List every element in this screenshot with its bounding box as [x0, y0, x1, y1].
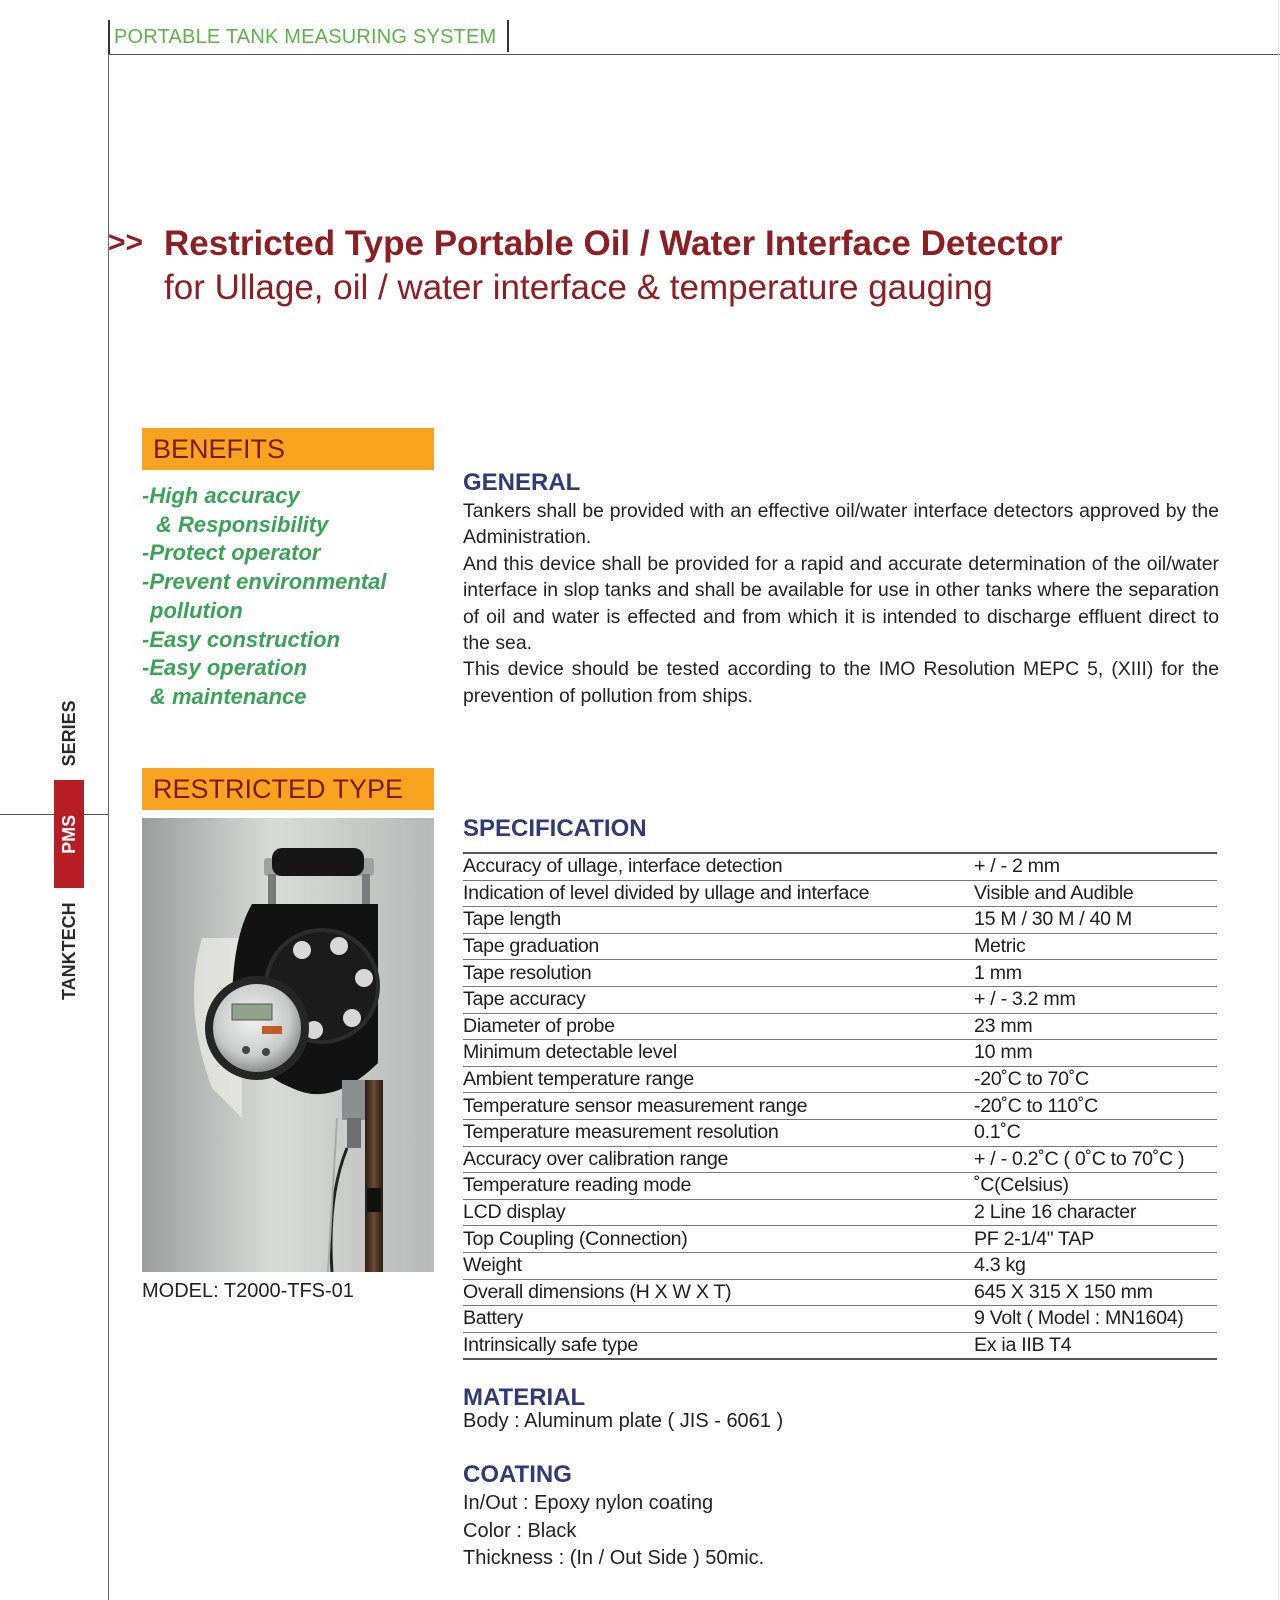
- benefit-item: -Easy construction: [142, 626, 341, 652]
- table-row: [463, 1013, 1217, 1040]
- spec-key: Overall dimensions (H X W X T): [463, 1279, 974, 1306]
- coating-line: Color : Black: [463, 1519, 577, 1542]
- general-text: [463, 498, 1219, 709]
- table-row: [463, 933, 1217, 960]
- spec-value: -20˚C to 110˚C: [974, 1093, 1217, 1120]
- general-paragraph: And this device shall be provided for a rapid and accurate determination of the oil/water interface in slop tanks and shall be available for use in other tanks where the separation of oil and water is effected and from which it is intended to discharge effluent direct to the sea.: [463, 552, 1219, 655]
- benefit-item: -Prevent environmental: [142, 569, 387, 595]
- spec-key: Tape resolution: [463, 960, 974, 987]
- specification-table: [463, 852, 1217, 1360]
- benefit-item: pollution: [150, 597, 243, 623]
- spec-key: Diameter of probe: [463, 1013, 974, 1040]
- spec-key: LCD display: [463, 1199, 974, 1226]
- benefit-item: & Responsibility: [156, 511, 329, 537]
- side-brand: TANKTECH: [58, 902, 79, 1000]
- table-row: [463, 1226, 1217, 1253]
- spec-value: 10 mm: [974, 1040, 1217, 1067]
- spec-value: -20˚C to 70˚C: [974, 1066, 1217, 1093]
- benefit-item: -Easy operation: [142, 655, 308, 681]
- header-rule: [108, 54, 1280, 55]
- spec-key: Tape length: [463, 907, 974, 934]
- table-row: [463, 1119, 1217, 1146]
- spec-key: Ambient temperature range: [463, 1066, 974, 1093]
- spec-value: PF 2-1/4" TAP: [974, 1226, 1217, 1253]
- spec-key: Battery: [463, 1306, 974, 1333]
- table-row: [463, 960, 1217, 987]
- spec-key: Accuracy over calibration range: [463, 1146, 974, 1173]
- spec-key: Tape accuracy: [463, 986, 974, 1013]
- material-body: Body : Aluminum plate ( JIS - 6061 ): [463, 1410, 784, 1432]
- spec-value: + / - 0.2˚C ( 0˚C to 70˚C ): [974, 1146, 1217, 1173]
- spec-key: Temperature sensor measurement range: [463, 1093, 974, 1120]
- page-subtitle: for Ullage, oil / water interface & temperature gauging: [164, 268, 993, 307]
- benefit-item: & maintenance: [150, 683, 307, 709]
- coating-line: In/Out : Epoxy nylon coating: [463, 1492, 714, 1514]
- table-row: [463, 907, 1217, 934]
- spec-value: Visible and Audible: [974, 880, 1217, 907]
- spec-value: 9 Volt ( Model : MN1604): [974, 1306, 1217, 1333]
- coating-heading: COATING: [463, 1461, 572, 1488]
- header-divider-right: [507, 20, 509, 52]
- table-row: [463, 986, 1217, 1013]
- general-heading: GENERAL: [463, 469, 581, 496]
- table-row: [463, 1093, 1217, 1120]
- model-label: MODEL: T2000-TFS-01: [142, 1280, 354, 1302]
- general-paragraph: Tankers shall be provided with an effective oil/water interface detectors approved by the Administration.: [463, 500, 1219, 549]
- spec-value: 645 X 315 X 150 mm: [974, 1279, 1217, 1306]
- spec-value: ˚C(Celsius): [974, 1173, 1217, 1200]
- material-heading: MATERIAL: [463, 1384, 586, 1411]
- spec-value: + / - 3.2 mm: [974, 986, 1217, 1013]
- spec-key: Temperature reading mode: [463, 1173, 974, 1200]
- table-row: [463, 1199, 1217, 1226]
- side-series-word: SERIES: [58, 700, 79, 767]
- benefit-item: -Protect operator: [142, 540, 321, 566]
- side-series-label: [49, 660, 89, 1000]
- left-margin-rule: [108, 54, 109, 1600]
- table-row: [463, 1252, 1217, 1279]
- restricted-type-heading: RESTRICTED TYPE: [142, 768, 434, 810]
- spec-key: Intrinsically safe type: [463, 1333, 638, 1356]
- coating-line: Thickness : (In / Out Side ) 50mic.: [463, 1547, 765, 1569]
- spec-value: 4.3 kg: [974, 1252, 1217, 1279]
- table-row: [463, 1040, 1217, 1067]
- table-row: [463, 1306, 1217, 1333]
- specification-heading: SPECIFICATION: [463, 815, 647, 842]
- page-title: Restricted Type Portable Oil / Water Interface Detector: [164, 224, 1063, 263]
- header-title: PORTABLE TANK MEASURING SYSTEM: [114, 26, 497, 48]
- product-photo: [142, 818, 434, 1272]
- spec-value: 23 mm: [974, 1013, 1217, 1040]
- table-row: [463, 880, 1217, 907]
- benefits-list: [142, 482, 387, 712]
- side-series-code: PMS: [54, 780, 84, 888]
- spec-key: Top Coupling (Connection): [463, 1226, 974, 1253]
- spec-value: 15 M / 30 M / 40 M: [974, 907, 1217, 934]
- spec-key: Tape graduation: [463, 933, 974, 960]
- table-row: [463, 1146, 1217, 1173]
- spec-value: + / - 2 mm: [974, 853, 1217, 880]
- general-paragraph: This device should be tested according to the IMO Resolution MEPC 5, (XIII) for the prevention of pollution from ships.: [463, 658, 1219, 707]
- spec-value: Ex ia IIB T4: [974, 1333, 1072, 1356]
- spec-value: 0.1˚C: [974, 1119, 1217, 1146]
- spec-key: Weight: [463, 1252, 974, 1279]
- coating-details: [463, 1490, 764, 1573]
- spec-key: Minimum detectable level: [463, 1040, 974, 1067]
- spec-value: 1 mm: [974, 960, 1217, 987]
- spec-value: Metric: [974, 933, 1217, 960]
- spec-key: Accuracy of ullage, interface detection: [463, 853, 974, 880]
- table-row: [463, 1173, 1217, 1200]
- spec-key: Indication of level divided by ullage and interface: [463, 880, 974, 907]
- benefits-heading: BENEFITS: [142, 428, 434, 470]
- table-row: [463, 1279, 1217, 1306]
- header-divider-left: [108, 20, 110, 54]
- table-row: [463, 1066, 1217, 1093]
- table-row: [463, 853, 1217, 880]
- spec-value: 2 Line 16 character: [974, 1199, 1217, 1226]
- benefit-item: -High accuracy: [142, 483, 300, 508]
- spec-key: Temperature measurement resolution: [463, 1119, 974, 1146]
- table-row: [463, 1332, 1217, 1359]
- right-edge-rule: [1278, 0, 1279, 1600]
- title-arrow-icon: >>: [108, 226, 144, 259]
